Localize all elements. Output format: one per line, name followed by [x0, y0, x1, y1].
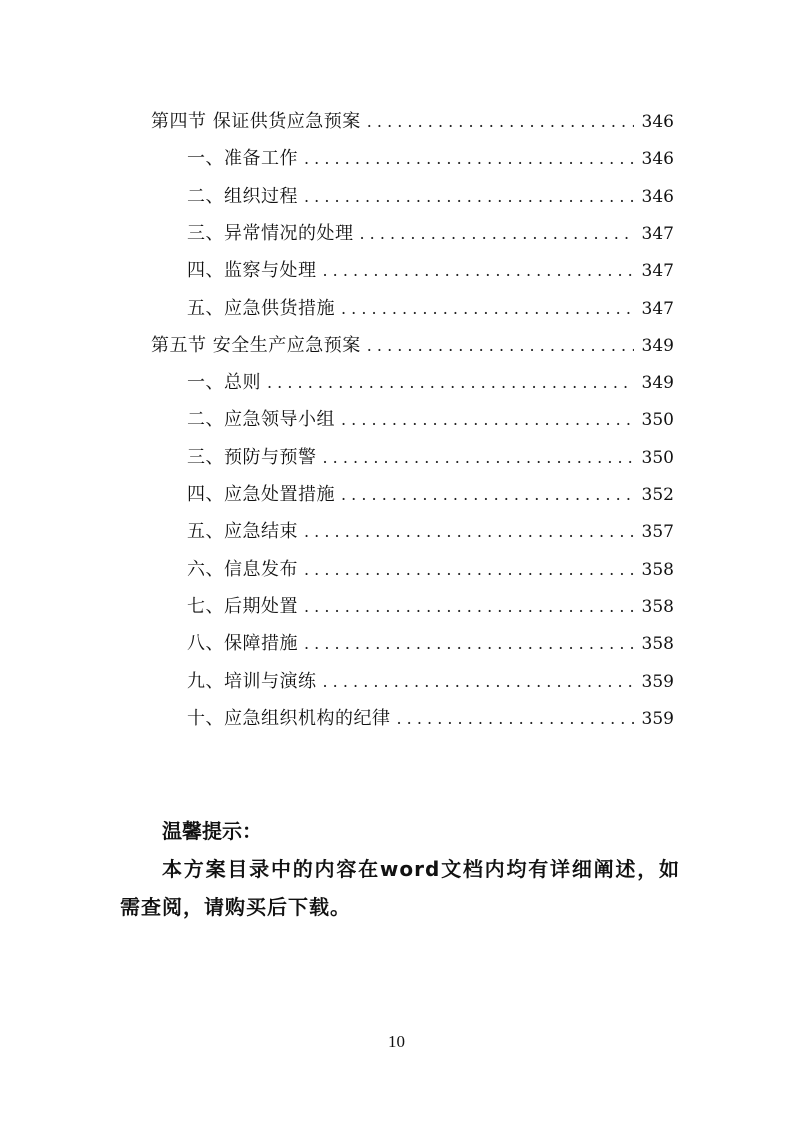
toc-entry-page: 352	[641, 485, 674, 505]
toc-subsection-entry	[187, 406, 674, 434]
toc-subsection-entry	[187, 668, 674, 696]
toc-dot-leader	[304, 630, 634, 658]
toc-dot-leader	[323, 668, 634, 696]
toc-subsection-entry	[187, 444, 674, 472]
toc-entry-title: 二、组织过程	[187, 185, 298, 207]
toc-subsection-entry	[187, 145, 674, 173]
toc-entry-title: 六、信息发布	[187, 558, 298, 580]
toc-subsection-entry	[187, 705, 674, 733]
toc-dot-leader	[304, 518, 634, 546]
toc-entry-title: 四、监察与处理	[187, 260, 317, 282]
toc-dot-leader	[304, 593, 634, 621]
toc-subsection-entry	[187, 257, 674, 285]
toc-entry-page: 347	[641, 261, 674, 282]
toc-entry-title: 二、应急领导小组	[187, 409, 335, 431]
toc-entry-title: 第五节 安全生产应急预案	[151, 334, 361, 356]
toc-section-entry	[151, 332, 674, 360]
toc-dot-leader	[304, 556, 634, 584]
toc-subsection-entry	[187, 295, 674, 323]
toc-entry-page: 350	[641, 447, 674, 468]
toc-subsection-entry	[187, 220, 674, 248]
notice-title: 温馨提示：	[162, 819, 262, 843]
toc-entry-title: 一、总则	[187, 372, 261, 394]
notice-body: 本方案目录中的内容在word文档内均有详细阐述，如需查阅，请购买后下载。	[120, 857, 680, 919]
toc-entry-title: 三、异常情况的处理	[187, 222, 354, 244]
toc-entry-page: 347	[641, 223, 674, 244]
toc-dot-leader	[304, 145, 634, 173]
toc-dot-leader	[341, 406, 634, 434]
toc-entry-page: 359	[641, 708, 674, 729]
toc-section-entry	[151, 108, 674, 136]
toc-dot-leader	[304, 183, 634, 211]
toc-entry-title: 第四节 保证供货应急预案	[151, 111, 361, 132]
toc-dot-leader	[341, 295, 634, 323]
toc-dot-leader	[397, 705, 634, 733]
toc-dot-leader	[367, 332, 634, 360]
toc-subsection-entry	[187, 518, 674, 546]
toc-entry-title: 九、培训与演练	[187, 670, 317, 692]
toc-entry-page: 347	[641, 298, 674, 319]
toc-entry-page: 358	[641, 596, 674, 617]
toc-entry-title: 三、预防与预警	[187, 446, 317, 468]
toc-dot-leader	[367, 108, 634, 136]
toc-entry-title: 五、应急结束	[187, 521, 298, 543]
toc-dot-leader	[323, 444, 634, 472]
toc-entry-page: 358	[641, 559, 674, 580]
toc-dot-leader	[341, 481, 634, 509]
toc-entry-page: 346	[641, 149, 674, 170]
toc-subsection-entry	[187, 630, 674, 658]
toc-subsection-entry	[187, 593, 674, 621]
toc-entry-title: 四、应急处置措施	[187, 484, 335, 505]
toc-entry-title: 十、应急组织机构的纪律	[187, 707, 391, 729]
toc-entry-title: 五、应急供货措施	[187, 297, 335, 319]
toc-entry-title: 七、后期处置	[187, 595, 298, 617]
toc-dot-leader	[267, 369, 634, 397]
toc-entry-page: 359	[641, 671, 674, 692]
toc-subsection-entry	[187, 369, 674, 397]
notice-block	[120, 812, 680, 926]
toc-dot-leader	[360, 220, 634, 248]
toc-entry-page: 358	[641, 634, 674, 655]
toc-entry-page: 346	[641, 186, 674, 207]
toc-dot-leader	[323, 257, 634, 285]
toc-subsection-entry	[187, 556, 674, 584]
toc-entry-page: 350	[641, 410, 674, 431]
toc-entry-page: 346	[641, 112, 674, 132]
toc-entry-page: 349	[641, 373, 674, 394]
toc-subsection-entry	[187, 481, 674, 509]
toc-entry-page: 349	[641, 335, 674, 356]
toc-entry-page: 357	[641, 522, 674, 543]
page-number: 10	[388, 1032, 405, 1051]
toc-subsection-entry	[187, 183, 674, 211]
toc-entry-title: 八、保障措施	[187, 633, 298, 655]
toc-entry-title: 一、准备工作	[187, 148, 298, 170]
